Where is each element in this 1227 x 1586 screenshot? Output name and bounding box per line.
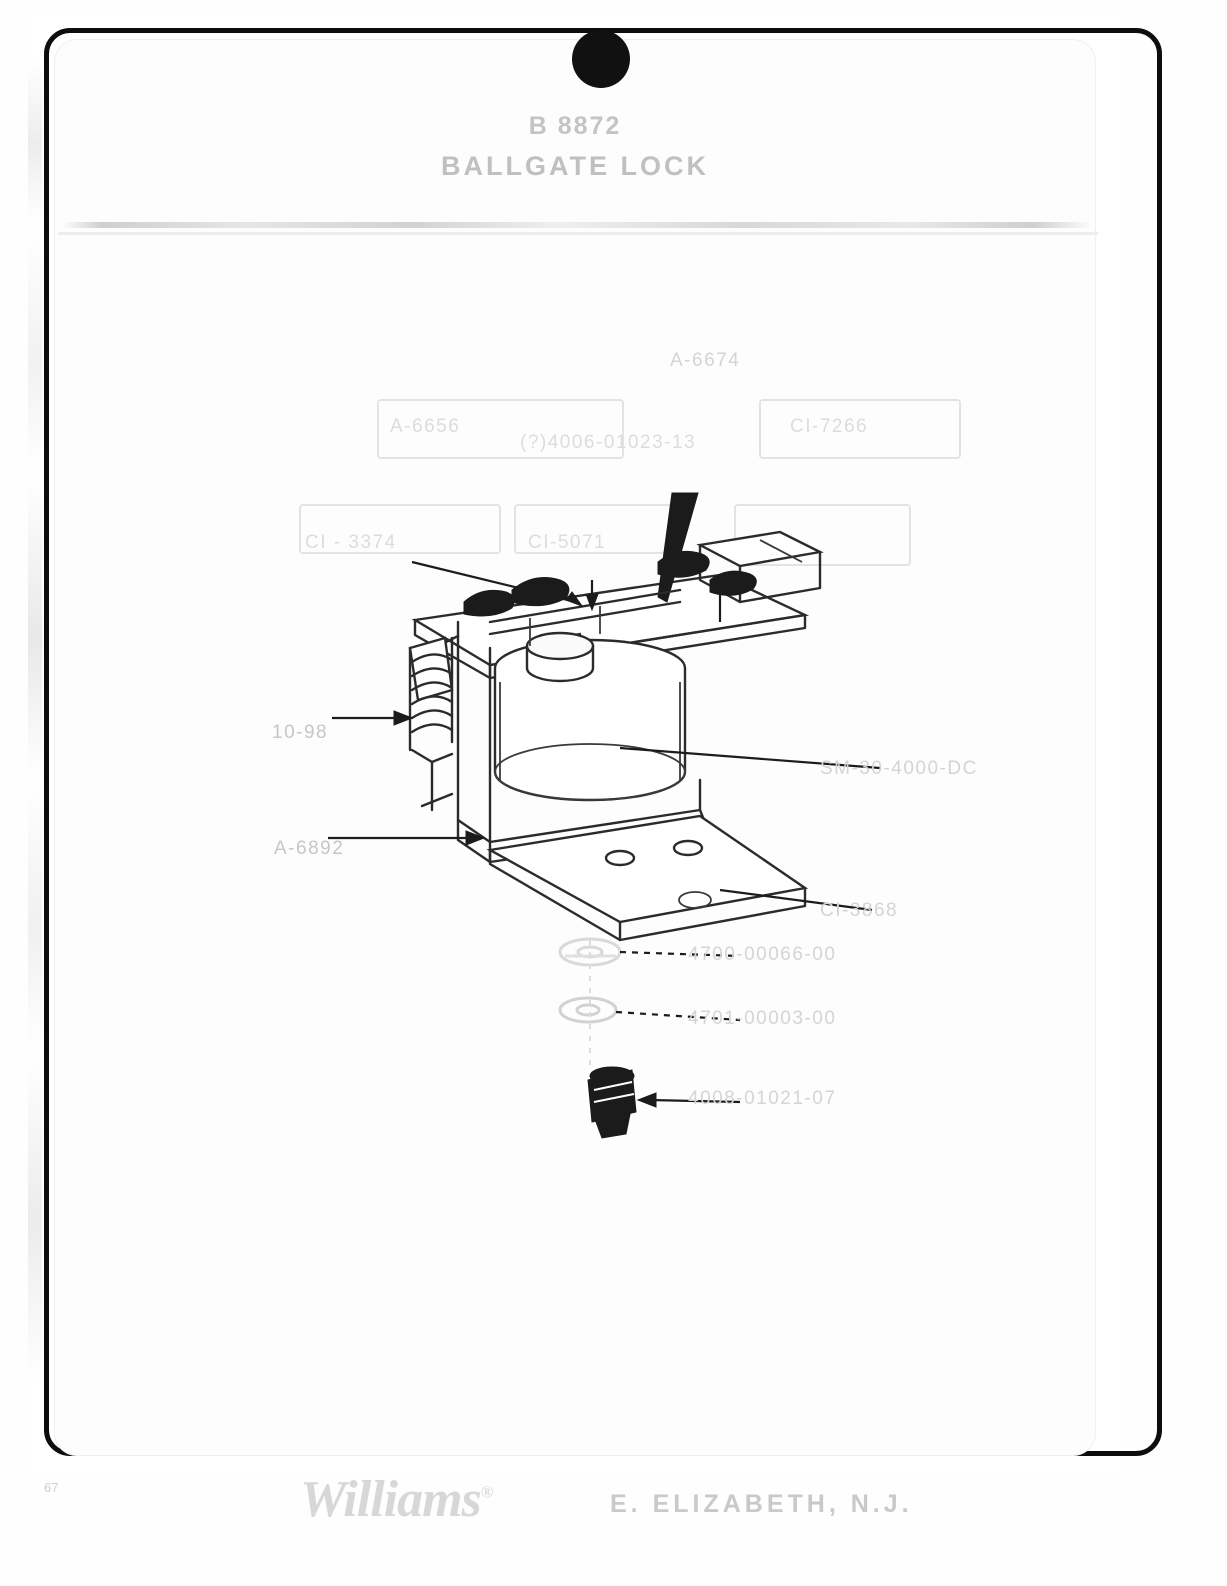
callout-a-6656: A-6656 xyxy=(390,416,461,437)
callout-sm-30-4000-dc: SM-30-4000-DC xyxy=(820,758,978,779)
footer-corner-mark: 67 xyxy=(44,1480,59,1495)
brand-name: Williams xyxy=(300,1471,481,1528)
assembly-line-art xyxy=(60,250,1095,1430)
document-number: B 8872 xyxy=(528,112,622,140)
brand-wordmark xyxy=(300,1470,492,1529)
callout-10-98: 10-98 xyxy=(272,722,329,743)
callout-4006-01023-13: (?)4006-01023-13 xyxy=(520,432,697,453)
footer-city xyxy=(610,1490,913,1519)
mounting-screw xyxy=(588,1067,636,1138)
callout-4701-00003-00: 4701-00003-00 xyxy=(688,1008,837,1029)
callout-a-6892: A-6892 xyxy=(274,838,345,859)
callout-ci-3374: CI - 3374 xyxy=(305,532,397,553)
plunger-and-spring xyxy=(410,636,458,810)
callout-ci-5071: CI-5071 xyxy=(528,532,607,553)
header-divider-secondary xyxy=(58,232,1098,235)
callout-4700-00066-00: 4700-00066-00 xyxy=(688,944,837,965)
header-divider xyxy=(60,222,1095,228)
scan-left-band xyxy=(28,60,42,1440)
callout-ci-7266: CI-7266 xyxy=(790,416,869,437)
callout-a-6674: A-6674 xyxy=(670,350,741,371)
page-footer xyxy=(0,1468,1227,1578)
callout-ci-3868: CI-3868 xyxy=(820,900,899,921)
callout-4008-01021-07: 4008-01021-07 xyxy=(688,1088,837,1109)
footer-city-text: E. ELIZABETH, N.J. xyxy=(610,1490,913,1518)
document-header xyxy=(60,112,1090,182)
solenoid-coil xyxy=(495,640,685,800)
exploded-assembly-drawing xyxy=(60,250,1095,1430)
trademark-icon: ® xyxy=(480,1482,493,1502)
document-title: BALLGATE LOCK xyxy=(441,151,709,181)
punch-hole-icon xyxy=(572,30,630,88)
